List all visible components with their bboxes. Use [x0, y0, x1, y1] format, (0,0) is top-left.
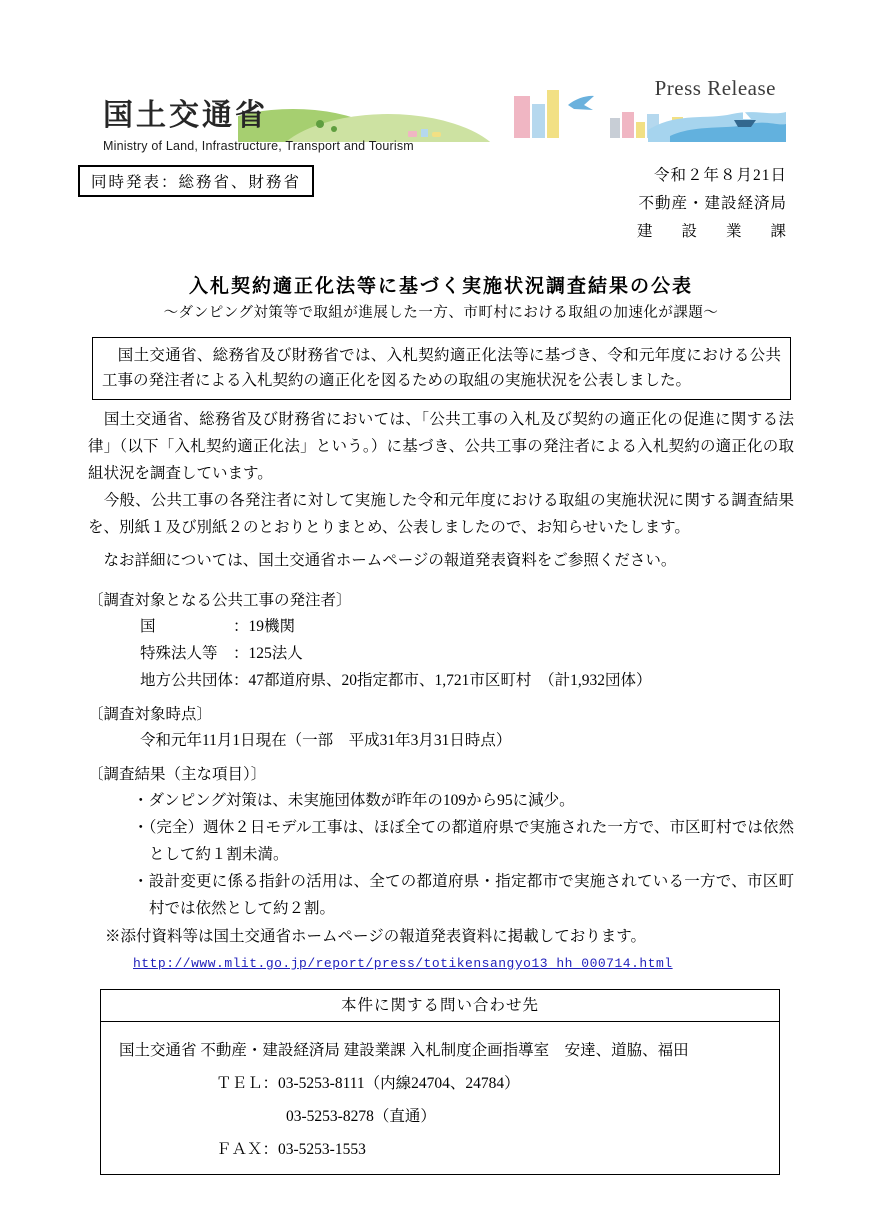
- survey-date-line: [140, 727, 794, 754]
- wave-graphic: [648, 112, 786, 142]
- release-date: 令和２年８月21日: [653, 167, 787, 184]
- survey-target-local-governments: 地方公共団体：47都道府県、20指定都市、1,721市区町村 （計1,932団体）: [140, 672, 652, 689]
- mlit-logo-subtitle: Ministry of Land, Infrastructure, Transport and Tourism: [103, 139, 414, 153]
- press-release-label: Press Release: [654, 76, 776, 100]
- summary-box: 国土交通省、総務省及び財務省では、入札契約適正化法等に基づき、令和元年度における公共工事の発注者による入札契約の適正化を図るための取組の実施状況を公表しました。: [92, 337, 791, 400]
- contact-box: [100, 989, 780, 1175]
- survey-targets-list: [140, 613, 794, 694]
- document-title: 入札契約適正化法等に基づく実施状況調査結果の公表: [188, 276, 693, 297]
- airplane-icon: [568, 96, 594, 110]
- result-item-dumping: ・ダンピング対策は、未実施団体数が昨年の109から95に減少。: [133, 792, 575, 809]
- contact-heading: 本件に関する問い合わせ先: [101, 990, 779, 1022]
- bureau-name: 不動産・建設経済局: [638, 195, 787, 212]
- press-release-link[interactable]: http://www.mlit.go.jp/report/press/totikensangyo13_hh_000714.html: [133, 956, 673, 971]
- mlit-logo-text: 国土交通省: [103, 99, 268, 132]
- survey-date-heading: 〔調査対象時点〕: [88, 706, 213, 723]
- document-subtitle: ～ダンピング対策等で取組が進展した一方、市町村における取組の加速化が課題～: [163, 305, 719, 321]
- section-survey-targets: [88, 588, 794, 694]
- division-name: 建設業課: [637, 223, 787, 240]
- contact-tel-main: ＴＥＬ：03-5253-8111（内線24704、24784）: [216, 1075, 520, 1092]
- contact-department-line: 国土交通省 不動産・建設経済局 建設業課 入札制度企画指導室 安達、道脇、福田: [119, 1042, 689, 1059]
- section-survey-results: [88, 762, 794, 977]
- press-url-line: [133, 950, 794, 977]
- survey-results-list: [133, 787, 794, 922]
- contact-tel-direct: 03-5253-8278（直通）: [286, 1108, 436, 1125]
- section-survey-date: [88, 702, 794, 754]
- paragraph-3: なお詳細については、国土交通省ホームページの報道発表資料をご参照ください。: [88, 552, 677, 569]
- document-body: [88, 276, 794, 1175]
- contact-fax: ＦＡＸ：03-5253-1553: [216, 1141, 366, 1158]
- contact-body: [101, 1022, 779, 1174]
- mlit-logo: [103, 90, 414, 153]
- date-department-block: [637, 162, 787, 246]
- simultaneous-release-box: 同時発表：総務省、財務省: [78, 165, 314, 197]
- result-item-design-change: ・設計変更に係る指針の活用は、全ての都道府県・指定都市で実施されている一方で、市区町村では依然として約２割。: [133, 873, 794, 917]
- result-item-two-day-weekend: ・（完全）週休２日モデル工事は、ほぼ全ての都道府県で実施された一方で、市区町村では依然として約１割未満。: [133, 819, 794, 863]
- paragraph-1: 国土交通省、総務省及び財務省においては、「公共工事の入札及び契約の適正化の促進に関する法律」（以下「入札契約適正化法」という。）に基づき、公共工事の発注者による入札契約の適正化の取組状況を調査しています。: [88, 411, 794, 482]
- survey-target-special-corporations: 特殊法人等 ：125法人: [140, 645, 303, 662]
- buildings-graphic: [514, 90, 559, 138]
- survey-target-national: 国 ：19機関: [140, 618, 296, 635]
- attachment-note: ※添付資料等は国土交通省ホームページの報道発表資料に掲載しております。: [105, 928, 646, 945]
- survey-targets-heading: 〔調査対象となる公共工事の発注者〕: [88, 592, 352, 609]
- survey-results-heading: 〔調査結果（主な項目）〕: [88, 766, 267, 783]
- survey-date-value: 令和元年11月1日現在（一部 平成31年3月31日時点）: [140, 732, 512, 749]
- paragraph-2: 今般、公共工事の各発注者に対して実施した令和元年度における取組の実施状況に関する調査結果を、別紙１及び別紙２のとおりとりまとめ、公表しましたので、お知らせいたします。: [88, 492, 794, 536]
